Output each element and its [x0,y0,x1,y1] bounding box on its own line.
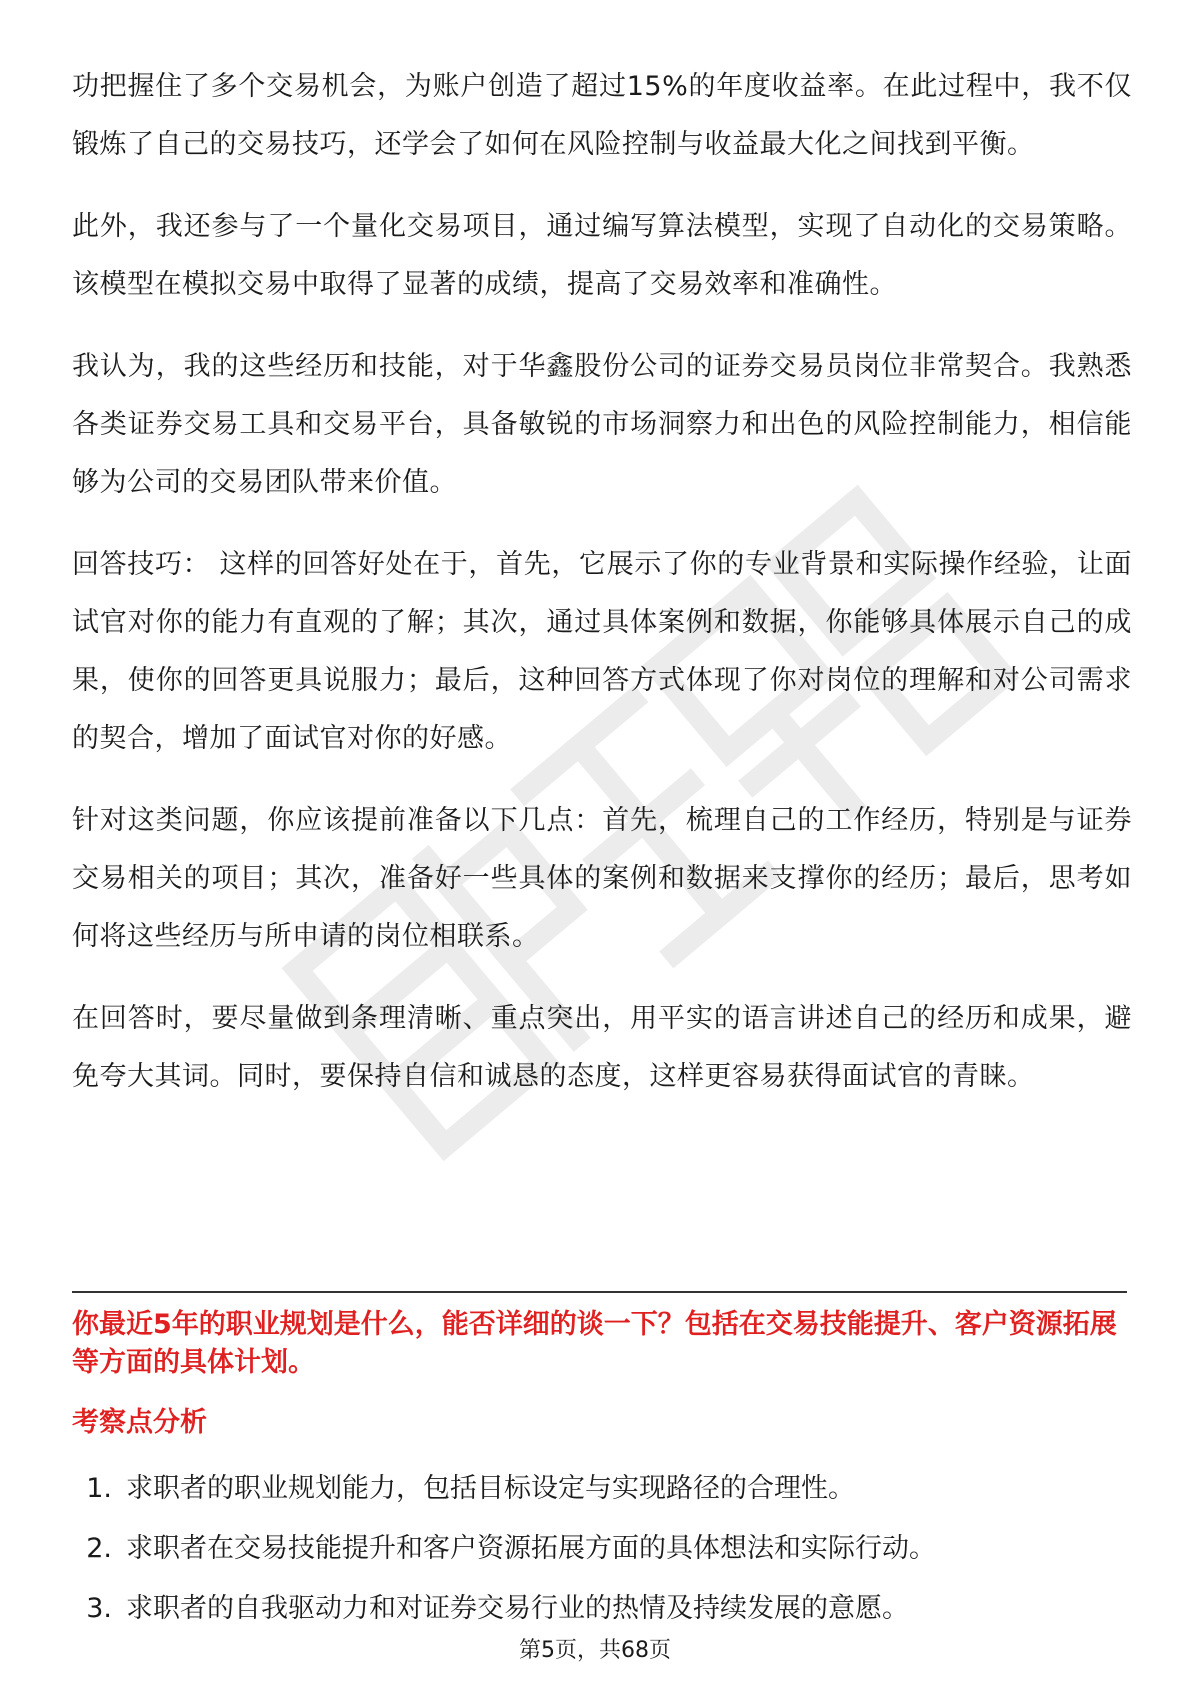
section-divider [72,1291,1127,1293]
paragraph-answer-tips: 回答技巧： 这样的回答好处在于，首先，它展示了你的专业背景和实际操作经验，让面试官对你的能力有直观的了解；其次，通过具体案例和数据，你能够具体展示自己的成果，使你的回答更具说服力；最后，这种回答方式体现了你对岗位的理解和对公司需求的契合，增加了面试官对你的好感。 [72,549,1132,754]
list-item-text: 求职者的职业规划能力，包括目标设定与实现路径的合理性。 [126,1473,855,1504]
list-item-text: 求职者的自我驱动力和对证券交易行业的热情及持续发展的意愿。 [126,1593,909,1624]
list-item-number: 2. [86,1533,112,1564]
paragraph-experience-results: 功把握住了多个交易机会，为账户创造了超过15%的年度收益率。在此过程中，我不仅锻炼了自己的交易技巧，还学会了如何在风险控制与收益最大化之间找到平衡。 [72,71,1132,160]
paragraph-preparation: 针对这类问题，你应该提前准备以下几点：首先，梳理自己的工作经历，特别是与证券交易相关的项目；其次，准备好一些具体的案例和数据来支撑你的经历；最后，思考如何将这些经历与所申请的岗位相联系。 [72,805,1132,952]
list-item [72,1470,1132,1530]
list-item [72,1530,1132,1590]
paragraph-answer-advice: 在回答时，要尽量做到条理清晰、重点突出，用平实的语言讲述自己的经历和成果，避免夸大其词。同时，要保持自信和诚恳的态度，这样更容易获得面试官的青睐。 [72,1003,1132,1092]
interview-question: 你最近5年的职业规划是什么，能否详细的谈一下？包括在交易技能提升、客户资源拓展等方面的具体计划。 [72,1309,1117,1378]
analysis-heading: 考察点分析 [72,1407,207,1438]
list-item-number: 1. [86,1473,112,1504]
list-item-text: 求职者在交易技能提升和客户资源拓展方面的具体想法和实际行动。 [126,1533,936,1564]
analysis-list [72,1470,1132,1650]
paragraph-quant-project: 此外，我还参与了一个量化交易项目，通过编写算法模型，实现了自动化的交易策略。该模型在模拟交易中取得了显著的成绩，提高了交易效率和准确性。 [72,211,1132,300]
paragraph-fit: 我认为，我的这些经历和技能，对于华鑫股份公司的证券交易员岗位非常契合。我熟悉各类证券交易工具和交易平台，具备敏锐的市场洞察力和出色的风险控制能力，相信能够为公司的交易团队带来价值。 [72,351,1132,498]
page-number: 第5页，共68页 [519,1638,671,1663]
body-text [72,58,1132,1130]
list-item-number: 3. [86,1593,112,1624]
